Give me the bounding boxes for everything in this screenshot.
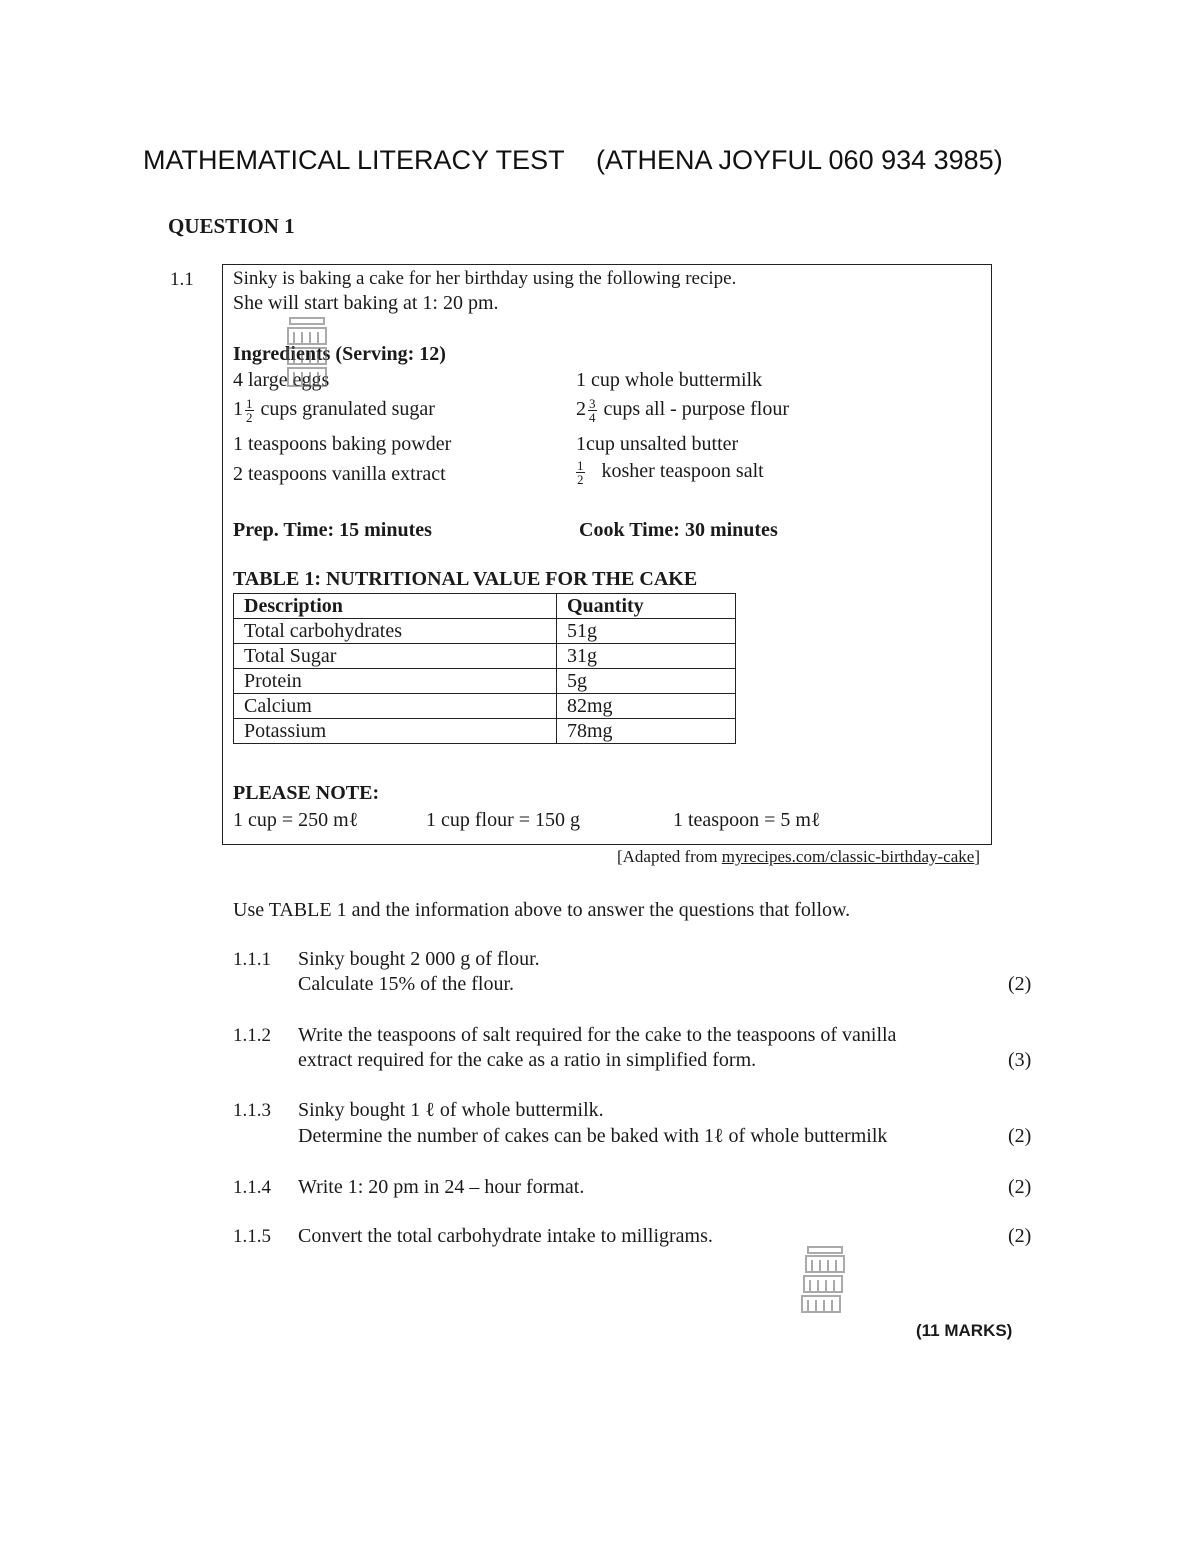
fraction: $\frac{1}{2}$ bbox=[577, 458, 584, 487]
test-title: MATHEMATICAL LITERACY TEST bbox=[143, 145, 565, 175]
table-cell: Protein bbox=[234, 669, 557, 694]
subq-number: 1.1.4 bbox=[233, 1177, 271, 1198]
subq-text: Determine the number of cakes can be baked with 1ℓ of whole buttermilk bbox=[298, 1125, 888, 1147]
table-cell: 82mg bbox=[557, 694, 736, 719]
table-row bbox=[234, 669, 736, 694]
table-cell: Total carbohydrates bbox=[234, 619, 557, 644]
subq-marks: (3) bbox=[1008, 1049, 1032, 1071]
ingredient-eggs: 4 large eggs bbox=[233, 369, 330, 391]
table-cell: Total Sugar bbox=[234, 644, 557, 669]
table-title: TABLE 1: NUTRITIONAL VALUE FOR THE CAKE bbox=[233, 568, 698, 590]
subq-text: Write 1: 20 pm in 24 – hour format. bbox=[298, 1176, 585, 1198]
start-time-text: She will start baking at 1: 20 pm. bbox=[233, 292, 499, 314]
subq-text: Sinky bought 2 000 g of flour. bbox=[298, 948, 540, 970]
table-row bbox=[234, 694, 736, 719]
question-heading: QUESTION 1 bbox=[168, 214, 295, 238]
note-teaspoon: 1 teaspoon = 5 mℓ bbox=[673, 809, 821, 831]
source-citation: [Adapted from myrecipes.com/classic-birthday-cake] bbox=[616, 847, 980, 866]
ingredient-buttermilk: 1 cup whole buttermilk bbox=[576, 369, 763, 391]
instructions: Use TABLE 1 and the information above to answer the questions that follow. bbox=[233, 899, 851, 921]
subq-number: 1.1.5 bbox=[233, 1226, 271, 1247]
table-cell: 78mg bbox=[557, 719, 736, 744]
cook-time: Cook Time: 30 minutes bbox=[579, 519, 778, 541]
table-cell: 5g bbox=[557, 669, 736, 694]
recipe-intro: Sinky is baking a cake for her birthday using the following recipe. bbox=[233, 268, 737, 289]
table-header: Description bbox=[234, 594, 557, 619]
total-marks: (11 MARKS) bbox=[916, 1321, 1013, 1340]
subq-text: Sinky bought 1 ℓ of whole buttermilk. bbox=[298, 1099, 604, 1121]
ingredient-vanilla: 2 teaspoons vanilla extract bbox=[233, 463, 446, 485]
ingredients-heading: Ingredients (Serving: 12) bbox=[233, 343, 446, 365]
table-cell: Calcium bbox=[234, 694, 557, 719]
subq-text: Write the teaspoons of salt required for the cake to the teaspoons of vanilla bbox=[298, 1024, 897, 1046]
subq-number: 1.1.1 bbox=[233, 949, 271, 970]
ingredient-salt: $\frac{1}{2}$ kosher teaspoon salt bbox=[577, 458, 764, 487]
subq-marks: (2) bbox=[1008, 973, 1032, 995]
fraction: $\frac{3}{4}$ bbox=[589, 396, 596, 425]
tower-watermark-icon bbox=[798, 1244, 850, 1316]
ingredient-sugar: 1 $\frac{1}{2}$ cups granulated sugar bbox=[233, 396, 435, 425]
subq-text: extract required for the cake as a ratio in simplified form. bbox=[298, 1049, 757, 1071]
note-heading: PLEASE NOTE: bbox=[233, 782, 380, 804]
ingredient-flour: 2 $\frac{3}{4}$ cups all - purpose flour bbox=[576, 396, 790, 425]
nutrition-table bbox=[233, 593, 736, 744]
author-contact: (ATHENA JOYFUL 060 934 3985) bbox=[596, 145, 1003, 175]
table-cell: 31g bbox=[557, 644, 736, 669]
subq-marks: (2) bbox=[1008, 1125, 1032, 1147]
table-cell: Potassium bbox=[234, 719, 557, 744]
subq-number: 1.1.2 bbox=[233, 1025, 271, 1046]
table-header-row bbox=[234, 594, 736, 619]
fraction: $\frac{1}{2}$ bbox=[246, 396, 253, 425]
prep-time: Prep. Time: 15 minutes bbox=[233, 519, 432, 541]
source-link[interactable]: myrecipes.com/classic-birthday-cake bbox=[721, 847, 975, 866]
table-header: Quantity bbox=[557, 594, 736, 619]
note-cup-flour: 1 cup flour = 150 g bbox=[426, 809, 581, 831]
subq-marks: (2) bbox=[1008, 1225, 1032, 1247]
table-cell: 51g bbox=[557, 619, 736, 644]
ingredient-butter: 1cup unsalted butter bbox=[576, 433, 739, 455]
tower-watermark-icon bbox=[282, 314, 332, 394]
table-row bbox=[234, 644, 736, 669]
ingredient-baking-powder: 1 teaspoons baking powder bbox=[233, 433, 452, 455]
subq-number: 1.1.3 bbox=[233, 1100, 271, 1121]
subq-text: Calculate 15% of the flour. bbox=[298, 973, 515, 995]
table-row bbox=[234, 619, 736, 644]
note-cup: 1 cup = 250 mℓ bbox=[233, 809, 359, 831]
subq-marks: (2) bbox=[1008, 1176, 1032, 1198]
question-number: 1.1 bbox=[170, 269, 194, 290]
subq-text: Convert the total carbohydrate intake to milligrams. bbox=[298, 1225, 713, 1247]
table-row bbox=[234, 719, 736, 744]
